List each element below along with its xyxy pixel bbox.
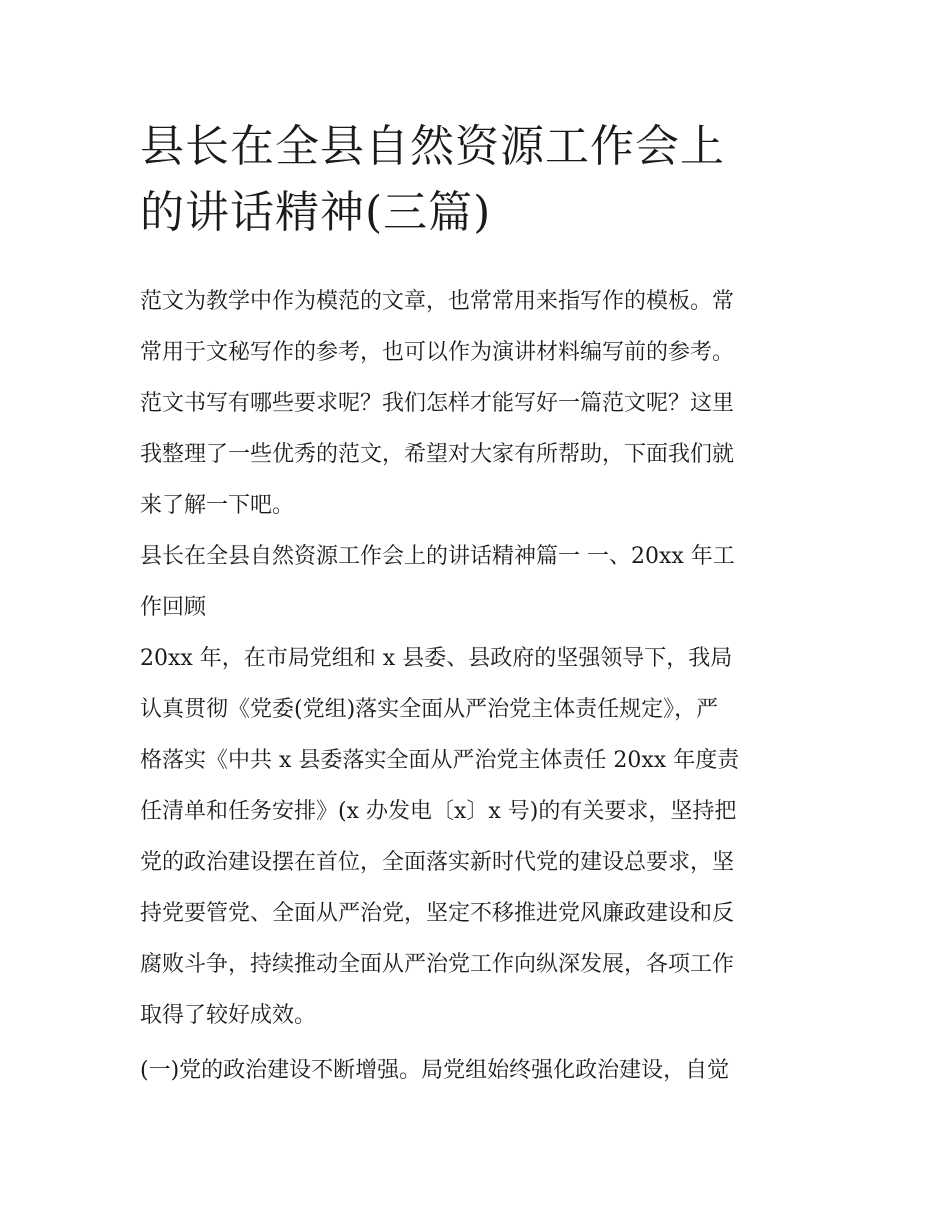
section-heading-paragraph xyxy=(140,531,830,633)
point-1-paragraph xyxy=(140,1045,830,1096)
text-line: 范文书写有哪些要求呢？我们怎样才能写好一篇范文呢？这里 xyxy=(140,391,735,416)
intro-paragraph xyxy=(140,276,830,531)
review-paragraph xyxy=(140,633,830,1041)
text-line: 县长在全县自然资源工作会上的讲话精神篇一 一、20xx 年工 xyxy=(140,544,735,569)
text-line: (一)党的政治建设不断增强。局党组始终强化政治建设，自觉 xyxy=(140,1058,730,1083)
text-line: 腐败斗争，持续推动全面从严治党工作向纵深发展，各项工作 xyxy=(140,952,735,977)
text-line: 持党要管党、全面从严治党，坚定不移推进党风廉政建设和反 xyxy=(140,901,735,926)
text-line: 20xx 年，在市局党组和 x 县委、县政府的坚强领导下，我局 xyxy=(140,646,733,671)
text-line: 我整理了一些优秀的范文，希望对大家有所帮助，下面我们就 xyxy=(140,442,735,467)
text-line: 取得了较好成效。 xyxy=(140,1003,317,1028)
document-title xyxy=(140,114,820,246)
text-line: 党的政治建设摆在首位，全面落实新时代党的建设总要求，坚 xyxy=(140,850,735,875)
text-line: 范文为教学中作为模范的文章，也常常用来指写作的模板。常 xyxy=(140,289,735,314)
title-line-1: 县长在全县自然资源工作会上 xyxy=(140,121,725,172)
text-line: 认真贯彻《党委(党组)落实全面从严治党主体责任规定》，严 xyxy=(140,697,719,722)
text-line: 来了解一下吧。 xyxy=(140,493,295,518)
document-body xyxy=(140,276,830,1096)
text-line: 格落实《中共 x 县委落实全面从严治党主体责任 20xx 年度责 xyxy=(140,748,740,773)
text-line: 作回顾 xyxy=(140,595,207,620)
text-line: 任清单和任务安排》(x 办发电〔x〕x 号)的有关要求，坚持把 xyxy=(140,799,737,824)
text-line: 常用于文秘写作的参考，也可以作为演讲材料编写前的参考。 xyxy=(140,340,735,365)
title-line-2: 的讲话精神(三篇) xyxy=(140,187,492,238)
